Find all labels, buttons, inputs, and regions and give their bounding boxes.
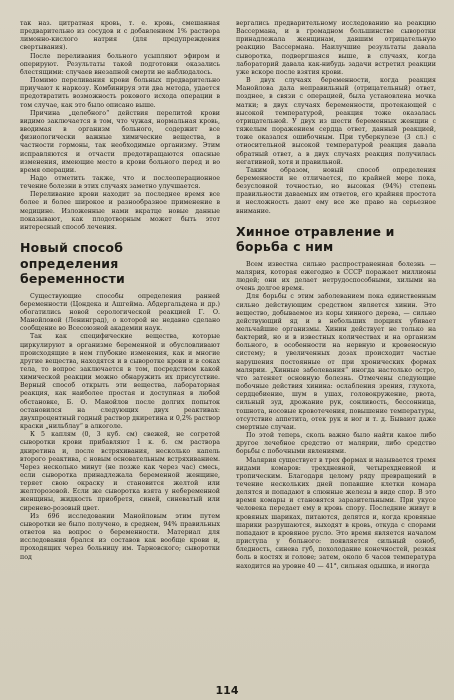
body-paragraph: Существующие способы определения ранней беременности (Цондека и Ашгейма. Абдергальдена и др.) обогатились новой серологической реакцией Г. О. Манойловой (Ленинград), о которой не недавно сделано сообщение во Всесоюзной академии наук.: [20, 292, 220, 333]
body-paragraph: Переливание крови находит за последнее время все более и более широкое и разнообразное применение в медицине. Изложенные нами вкратце новые данные показывают, как плодотворным может быть этот интересный способ лечения.: [20, 191, 220, 231]
left-column: [20, 20, 220, 562]
body-paragraph: Так как специфические вещества, которые циркулируют в организме беременной и обусловливают происходящие в нем глубокие изменения, как и многие другие вещества, находятся и в сыворотке крови и в соках тела, то вопрос заключается в том, посредством какой химической реакции можно обнаружить их присутствие. Верный способ открыть эти вещества, лабораторная реакция, как наиболее простая и доступная в любой обстановке, Б. О. Манойлов после долгих попыток остановился на следующих двух реактивах: двухпроцентный годный раствор дкиретина и 0,2% раствор краски „нильблау“ в алкоголе.: [20, 333, 220, 431]
section-title-quinine: Хинное отравление и борьба с ним: [236, 223, 395, 255]
body-paragraph: Из 696 исследовании Манойловым этим путем сыворотки не было получено, в среднем, 94% правильных ответов на вопрос о беременности. Материал для исследования брался из составов как вообще крови и, проходящих через больницу им. Тарновского; сыворотки под: [20, 512, 220, 561]
body-paragraph: Надо отметить также, что и послеоперационное течение болезни в этих случаях заметно улучшается.: [20, 174, 220, 191]
body-paragraph: так наз. цитратная кровь, т. е. кровь, смешанная предварительно из сосудов и с добавлением 1% раствора лимонно-кислого натрия (для предупреждения свертывания).: [20, 20, 220, 52]
body-paragraph: К 5 каплям (0, 3 куб. см) свежей, не согретой сыворотки крови прибавляют 1 к. 6. см раствора дкиретина и, после встряхивания, несколько капель второго реактива, с новым основательным встряхиванием. Через несколько минут (не позже как через час) смесь, если сыворотка принадлежала беременной женщине, теряет свою окраску и становится желтой или желторозовой. Если же сыворотка взята у небеременной женщины, жидкость приобретя, синей, синеватый или сиренево-розовый цвет.: [20, 431, 220, 512]
body-paragraph: По этой теперь, сколь важно было найти какое либо другое лечебное средство от малярии, либо средство борьбы с побочными явлениями.: [236, 432, 436, 456]
body-paragraph: После переливания больного усыпляют эфиром и оперируют. Результаты такой подготовки оказались блестящими: случаев внезапной смерти не наблюдалось.: [20, 52, 220, 76]
body-paragraph: Малярия существует в трех формах и называется тремя видами комаров: трехдневной, четырехдневной и тропическим. Благодаря целому ряду превращений в течение нескольких дней попавшие клетки комара делятся и попадают в слюнные железы в виде спор. В это время комары и становятся заразительными. При укусе человека передает ему в кровь спору. Последние живут в кровяных шариках, питаются, делятся и, когда кровяные шарики разрушаются, выходят в кровь, откуда с спорами попадают в кровяное русло. Это время является началом приступа у больного: появляется сильный озноб, бледность, синева губ, похолодание конечностей, резкая боль в костях и голове; затем, около 6 часов температура находится на уровне 40 — 41°, сильная одышка, и иногда: [236, 456, 436, 570]
body-paragraph: Причина „целебного“ действия перелитой крови видимо заключается в том, что чужая, нормальная кровь, вводимая в организм больного, содержит все физиологически важные химические вещества, в частности гормоны, так необходимые организму. Этим исправляются и отчасти предотвращаются опасные изменения, имеющие место в крови больного перед и во время операции.: [20, 109, 220, 174]
body-paragraph: Помимо переливания крови больных предварительно приучают к наркозу. Комбинируя эти два метода, удается предотвратить возможность рокового исхода операции в том случае, как это было описано выше.: [20, 77, 220, 109]
body-paragraph: В двух случаях беременности, когда реакция Манойлова дала неправильный (отрицательный) ответ, позднее, в связи с операцией, была установлена мочка матки; в двух случаях беременности, протекающей с высокой температурой, реакция тоже оказалась отрицательной. У двух из шести беременных женщин с тяжелым поражением сердца ответ, данный реакцией, тоже оказался ошибочным. При туберкулезе (3 сл.) с относительной высокой температурой реакция давала обратный ответ, а в двух случаях реакция получилась негативной, хотя и правильной.: [236, 77, 436, 166]
body-paragraph: Таким образом, новый способ определения беременности не отличается, по крайней мере пока, безусловной точностью, но высокая (94%) степень правильности даваемых им ответов, его крайняя простота и несложность дают ему все же право на серьезное внимание.: [236, 166, 436, 215]
body-paragraph: Всем известна сильно распространенная болезнь — малярия, которая ежегодно в СССР поражает миллионы людей; они их делает нетрудоспособными, хилыми на очень долгое время.: [236, 260, 436, 293]
body-paragraph: Для борьбы с этим заболеванием пока единственным сильно действующим средством является хинин. Это вещество, добываемое из коры хинного дерева, — сильно действующий яд и в небольших порциях убивает мельчайшие организмы. Хинин действует не только на бактерий, но и в известных количествах и на организм больного, в особенности на нервную и кровеносную систему; в увеличенных дозах происходит частые нарушения постоянные от при хронических формах малярии. „Хинные заболевания“ иногда настолько остро, что затеняет основную болезнь. Отмечены следующие побочные действия хинина: ослабления зрения, глухота, сердцебиение, шум в ушах, головокружение, рвота, сильный зуд, дрожание рук, сонливость, бессонница, тошнота, носовые кровотечения, повышение температуры, отсутствие аппетита, отек рук и ног и т. д. Бывают даже смертные случаи.: [236, 293, 436, 431]
body-paragraph: вергались предварительному исследованию на реакцию Вассермана, и в громадном большинстве сыворотки принадлежала женщинам, давшим отрицательную реакцию Вассермана. Наилучшие результаты давала сыворотка, подвергшаяся выше, в случаях, когда лабораторий давала как-нибудь задачи встретил реакции уже вскоре после взятия крови.: [236, 20, 436, 76]
page-number: 114: [215, 684, 239, 697]
section-title-pregnancy: Новый способ определения беременности: [20, 240, 126, 287]
right-column: [236, 20, 436, 571]
